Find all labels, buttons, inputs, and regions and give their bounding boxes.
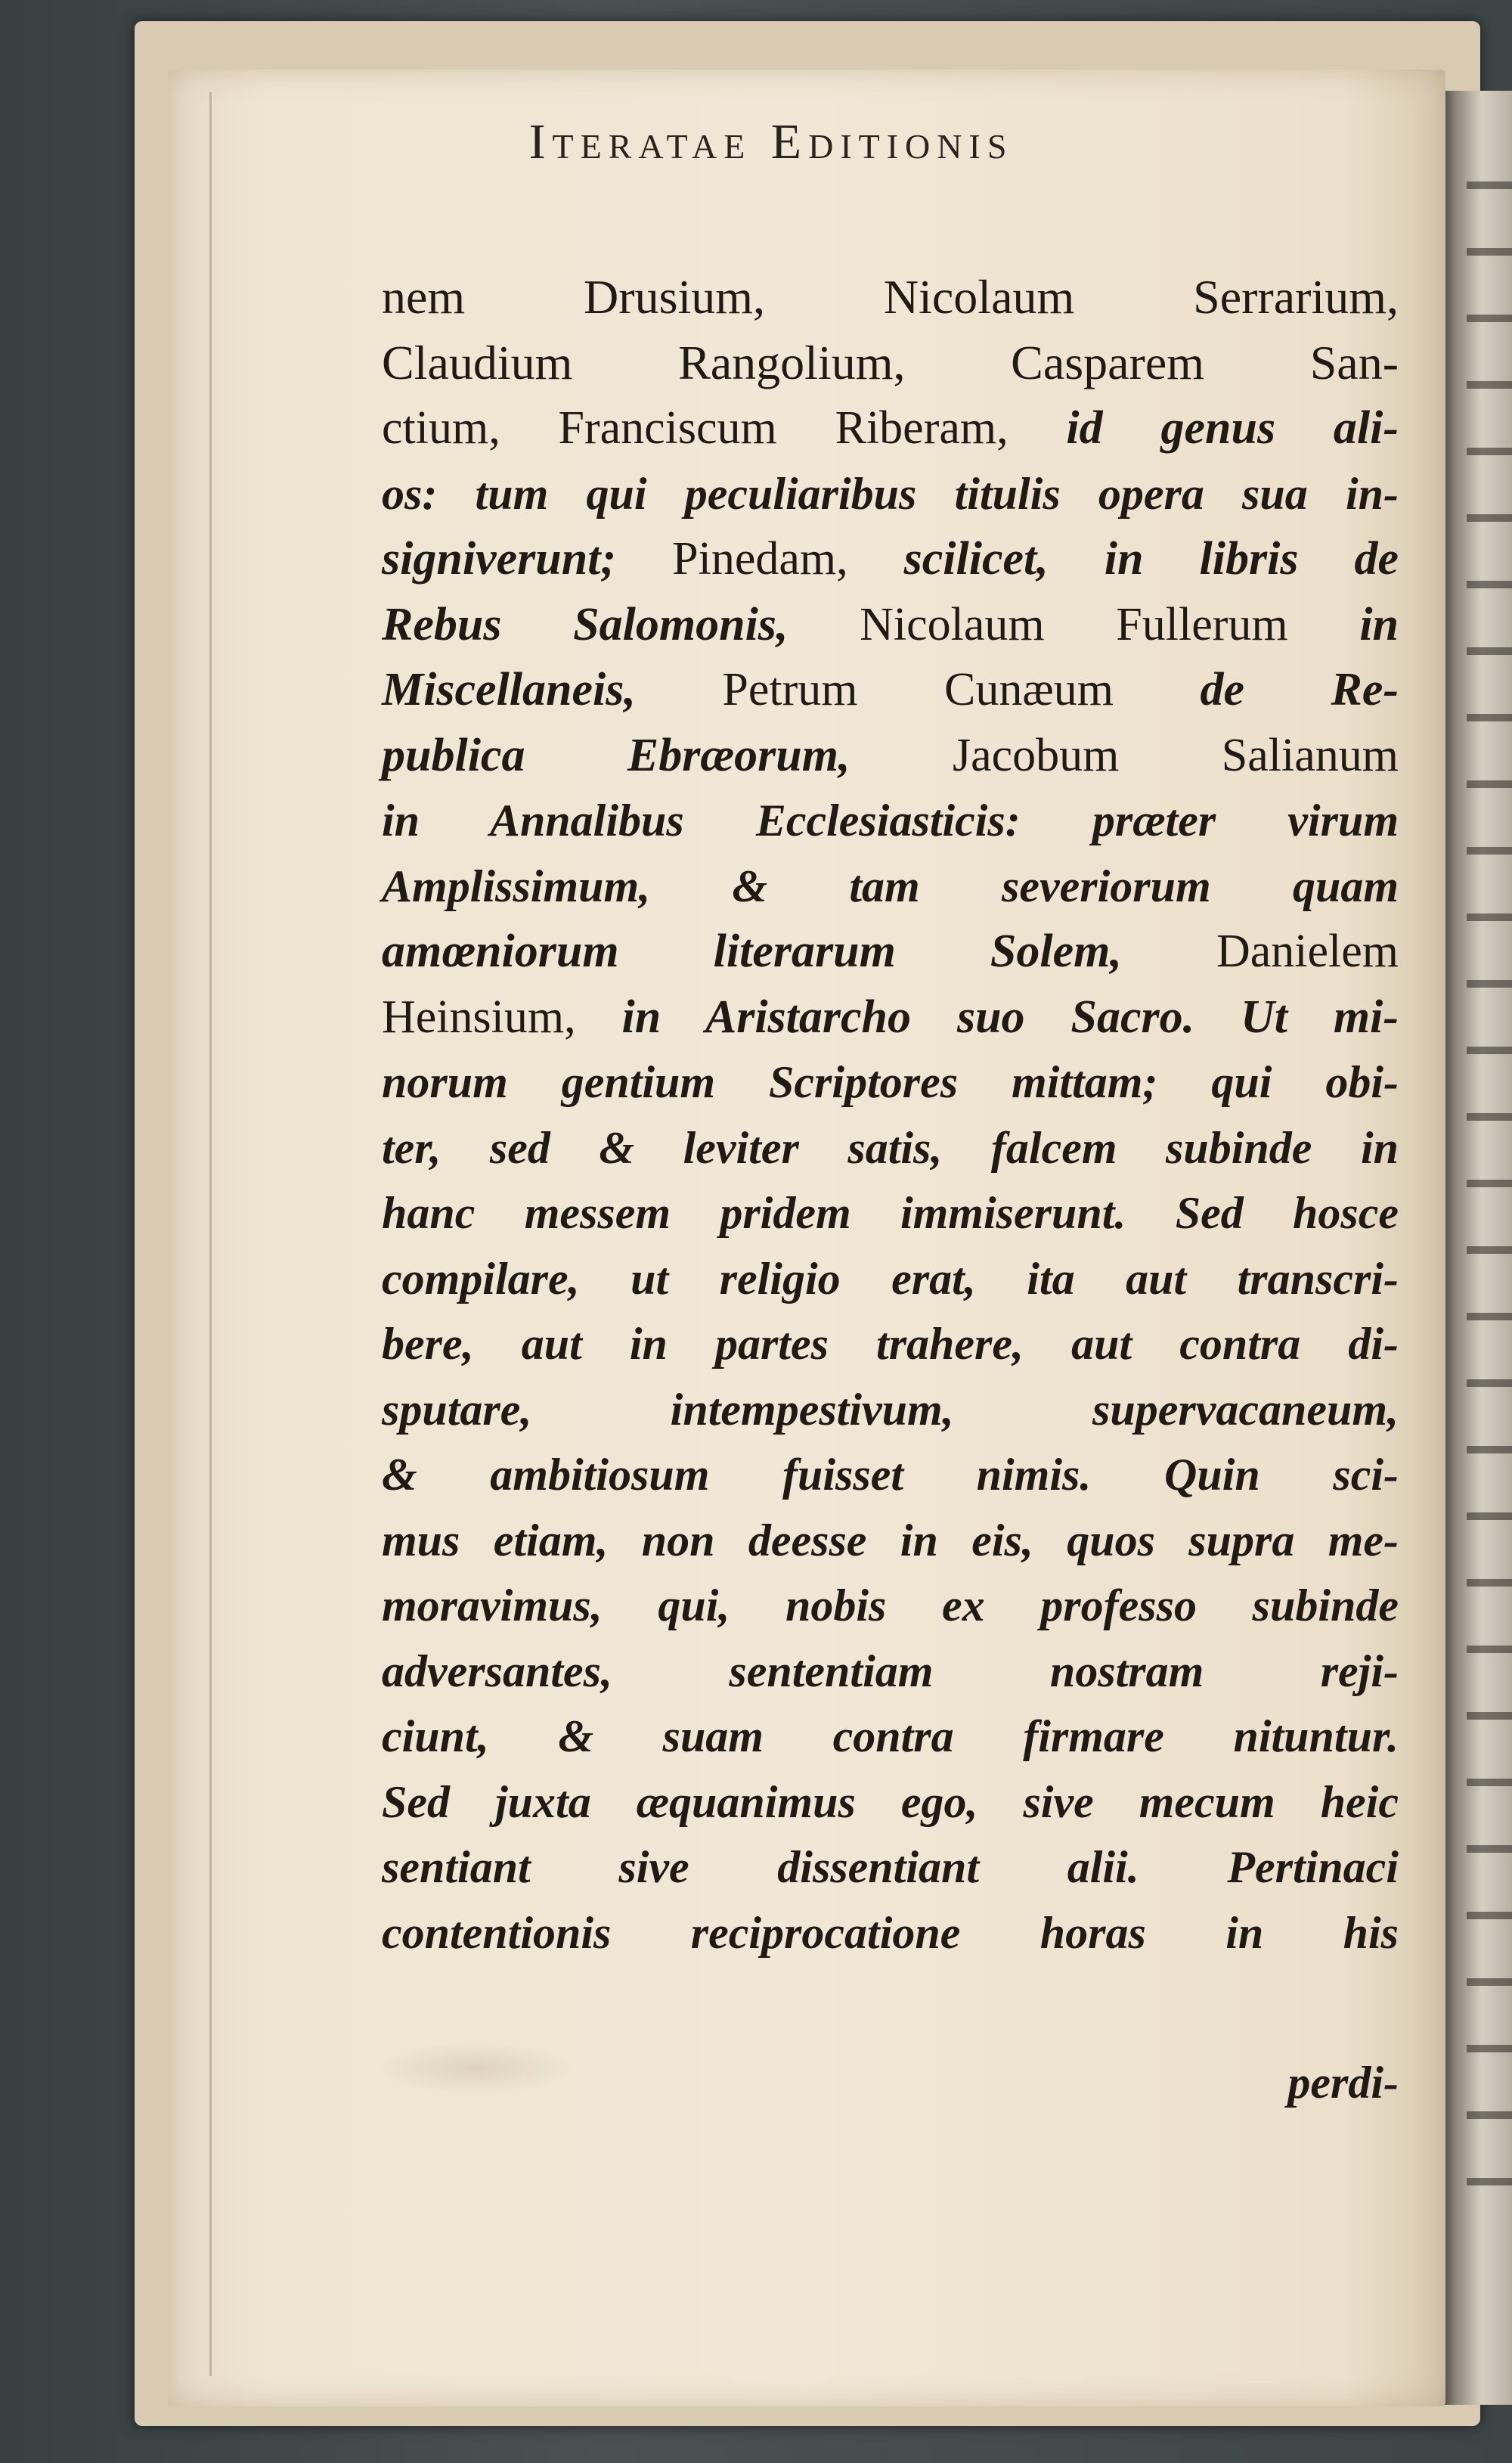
- text-line: ciunt, & suam contra firmare nituntur.: [382, 1711, 1399, 1761]
- text-line: publica Ebræorum, Jacobum Salianum: [382, 729, 1399, 781]
- text-line: nem Drusium, Nicolaum Serrarium,: [382, 270, 1399, 324]
- text-line: Amplissimum, & tam severiorum quam: [382, 861, 1399, 911]
- facing-page-edge: [1436, 91, 1512, 2405]
- text-line: hanc messem pridem immiserunt. Sed hosce: [382, 1188, 1399, 1238]
- text-line: mus etiam, non deesse in eis, quos supra me-: [382, 1515, 1399, 1565]
- text-line: Sed juxta æquanimus ego, sive mecum heic: [382, 1776, 1399, 1827]
- text-line: Rebus Salomonis, Nicolaum Fullerum in: [382, 598, 1399, 650]
- running-header: Iteratae Editionis: [528, 114, 1014, 169]
- text-line: bere, aut in partes trahere, aut contra di-: [382, 1319, 1399, 1369]
- text-line: amœniorum literarum Solem, Danielem: [382, 926, 1399, 977]
- text-line: & ambitiosum fuisset nimis. Quin sci-: [382, 1450, 1399, 1500]
- text-line: contentionis reciprocatione horas in his: [382, 1907, 1399, 1958]
- text-line: Heinsium, in Aristarcho suo Sacro. Ut mi-: [382, 991, 1399, 1043]
- text-line: Claudium Rangolium, Casparem San-: [382, 335, 1399, 389]
- text-line: os: tum qui peculiaribus titulis opera sua in-: [382, 468, 1399, 519]
- text-line: signiverunt; Pinedam, scilicet, in libris de: [382, 533, 1399, 585]
- text-line: ter, sed & leviter satis, falcem subinde in: [382, 1122, 1399, 1173]
- text-line: adversantes, sententiam nostram reji-: [382, 1646, 1399, 1696]
- text-line: sputare, intempestivum, supervacaneum,: [382, 1384, 1399, 1435]
- text-line: Miscellaneis, Petrum Cunæum de Re-: [382, 664, 1399, 715]
- text-line: compilare, ut religio erat, ita aut transcri-: [382, 1253, 1399, 1304]
- text-line: in Annalibus Ecclesiasticis: præter virum: [382, 796, 1399, 845]
- body-text: [382, 265, 1399, 1965]
- text-line: ctium, Franciscum Riberam, id genus ali-: [382, 402, 1399, 454]
- text-line: norum gentium Scriptores mittam; qui obi-: [382, 1057, 1399, 1107]
- text-line: sentiant sive dissentiant alii. Pertinaci: [382, 1842, 1399, 1892]
- facing-page-text-fringe: [1467, 181, 1512, 2223]
- text-line: moravimus, qui, nobis ex professo subinde: [382, 1580, 1399, 1630]
- catchword: perdi-: [1287, 2058, 1399, 2108]
- ink-bleed-stain: [378, 2042, 575, 2095]
